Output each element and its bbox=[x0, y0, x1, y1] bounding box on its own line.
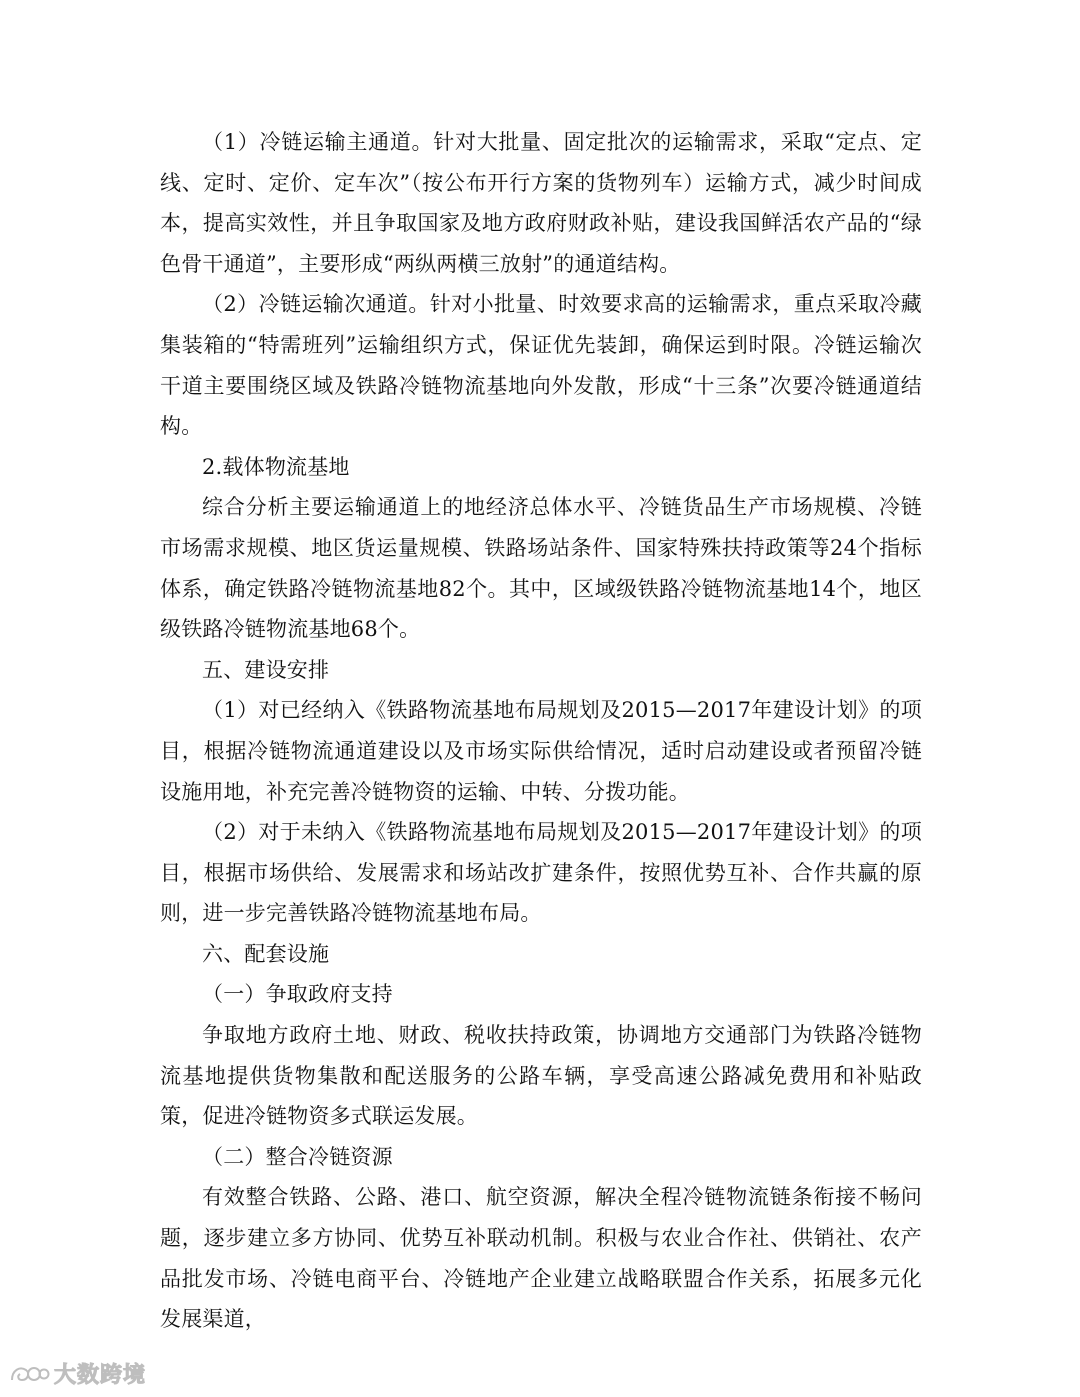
section-heading-logistics-base: 2.载体物流基地 bbox=[202, 454, 350, 479]
paragraph-government-support: 争取地方政府土地、财政、税收扶持政策，协调地方交通部门为铁路冷链物流基地提供货物集散和配送服务的公路车辆，享受高速公路减免费用和补贴政策，促进冷链物资多式联运发展。 bbox=[160, 1023, 922, 1129]
watermark-text: 大数跨境 bbox=[54, 1362, 147, 1388]
paragraph-cold-chain-main-channel: （1）冷链运输主通道。针对大批量、固定批次的运输需求，采取“定点、定线、定时、定价、定车次”（按公布开行方案的货物列车）运输方式，减少时间成本，提高实效性，并且争取国家及地方政府财政补贴，建设我国鲜活农产品的“绿色骨干通道”，主要形成“两纵两横三放射”的通道结构。 bbox=[160, 130, 922, 276]
paragraph-integrate-resources: 有效整合铁路、公路、港口、航空资源，解决全程冷链物流链条衔接不畅问题，逐步建立多方协同、优势互补联动机制。积极与农业合作社、供销社、农产品批发市场、冷链电商平台、冷链地产企业建立战略联盟合作关系，拓展多元化发展渠道， bbox=[160, 1185, 922, 1332]
paragraph-logistics-base-analysis: 综合分析主要运输通道上的地经济总体水平、冷链货品生产市场规模、冷链市场需求规模、地区货运量规模、铁路场站条件、国家特殊扶持政策等24个指标体系，确定铁路冷链物流基地82个。其中，区域级铁路冷链物流基地14个，地区级铁路冷链物流基地68个。 bbox=[160, 495, 922, 642]
paragraph-construction-included: （1）对已经纳入《铁路物流基地布局规划及2015—2017年建设计划》的项目，根据冷链物流通道建设以及市场实际供给情况，适时启动建设或者预留冷链设施用地，补充完善冷链物资的运输、中转、分拨功能。 bbox=[160, 698, 922, 804]
paragraph-cold-chain-secondary-channel: （2）冷链运输次通道。针对小批量、时效要求高的运输需求，重点采取冷藏集装箱的“特需班列”运输组织方式，保证优先装卸，确保运到时限。冷链运输次干道主要围绕区域及铁路冷链物流基地向外发散，形成“十三条”次要冷链通道结构。 bbox=[160, 292, 922, 439]
section-heading-construction-plan: 五、建设安排 bbox=[202, 657, 330, 682]
paragraph-construction-not-included: （2）对于未纳入《铁路物流基地布局规划及2015—2017年建设计划》的项目，根据市场供给、发展需求和场站改扩建条件，按照优势互补、合作共赢的原则，进一步完善铁路冷链物流基地布局。 bbox=[160, 820, 922, 926]
dashu-logo-icon bbox=[8, 1360, 50, 1386]
section-heading-supporting-facilities: 六、配套设施 bbox=[202, 941, 330, 966]
watermark bbox=[8, 1358, 146, 1388]
subheading-government-support: （一）争取政府支持 bbox=[202, 982, 393, 1007]
subheading-integrate-resources: （二）整合冷链资源 bbox=[202, 1144, 393, 1169]
document-body bbox=[160, 122, 922, 1340]
